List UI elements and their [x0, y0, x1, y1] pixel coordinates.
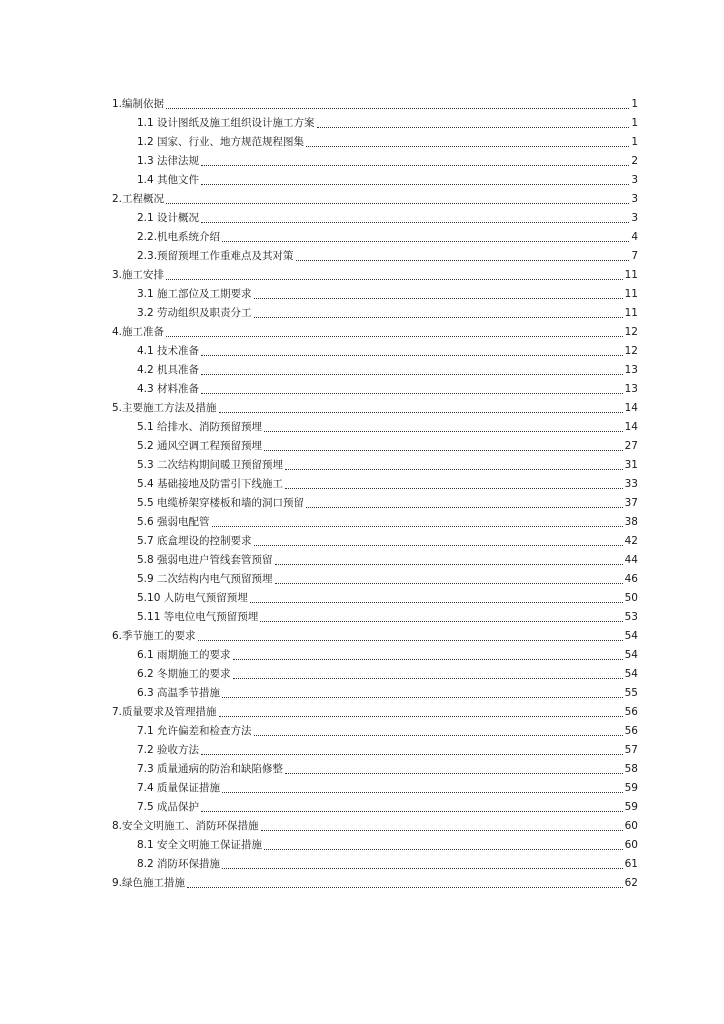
toc-section-entry[interactable] — [112, 532, 638, 551]
toc-dot-leader — [254, 545, 623, 546]
toc-entry-title[interactable]: 3.2 劳动组织及职责分工 — [137, 307, 252, 319]
toc-section-entry[interactable] — [112, 665, 638, 684]
toc-dot-leader — [254, 317, 623, 318]
toc-dot-leader — [219, 412, 623, 413]
toc-section-entry[interactable] — [112, 551, 638, 570]
toc-dot-leader — [166, 279, 623, 280]
toc-entry-title[interactable]: 2.3.预留预埋工作重难点及其对策 — [137, 250, 294, 262]
toc-entry-title[interactable]: 5.11 等电位电气预留预埋 — [137, 611, 259, 623]
toc-entry-title[interactable]: 4.施工准备 — [112, 326, 165, 338]
toc-entry-title[interactable]: 5.1 给排水、消防预留预埋 — [137, 421, 263, 433]
toc-page-number: 1 — [631, 136, 638, 148]
toc-page-number: 53 — [624, 611, 638, 623]
toc-entry-title[interactable]: 4.1 技术准备 — [137, 345, 200, 357]
toc-page-number: 3 — [631, 193, 638, 205]
toc-section-entry[interactable] — [112, 475, 638, 494]
toc-entry-title[interactable]: 5.8 强弱电进户管线套管预留 — [137, 554, 273, 566]
toc-page-number: 11 — [624, 307, 638, 319]
toc-entry-title[interactable]: 1.编制依据 — [112, 98, 165, 110]
toc-section-entry[interactable] — [112, 114, 638, 133]
toc-chapter-entry[interactable] — [112, 190, 638, 209]
toc-entry-title[interactable]: 2.工程概况 — [112, 193, 165, 205]
toc-page-number: 46 — [624, 573, 638, 585]
toc-entry-title[interactable]: 6.季节施工的要求 — [112, 630, 196, 642]
toc-dot-leader — [222, 697, 623, 698]
toc-dot-leader — [285, 469, 623, 470]
toc-dot-leader — [285, 773, 623, 774]
toc-section-entry[interactable] — [112, 342, 638, 361]
toc-dot-leader — [166, 203, 629, 204]
toc-dot-leader — [264, 450, 623, 451]
toc-page-number: 44 — [624, 554, 638, 566]
toc-entry-title[interactable]: 2.1 设计概况 — [137, 212, 200, 224]
toc-dot-leader — [260, 621, 622, 622]
toc-entry-title[interactable]: 5.9 二次结构内电气预留预埋 — [137, 573, 273, 585]
toc-entry-title[interactable]: 5.4 基础接地及防雷引下线施工 — [137, 478, 284, 490]
toc-entry-title[interactable]: 6.2 冬期施工的要求 — [137, 668, 231, 680]
toc-section-entry[interactable] — [112, 589, 638, 608]
toc-entry-title[interactable]: 5.7 底盒埋设的控制要求 — [137, 535, 252, 547]
toc-page-number: 11 — [624, 288, 638, 300]
toc-dot-leader — [201, 393, 623, 394]
toc-page-number: 13 — [624, 364, 638, 376]
toc-entry-title[interactable]: 8.2 消防环保措施 — [137, 858, 221, 870]
toc-page-number: 57 — [624, 744, 638, 756]
toc-dot-leader — [166, 336, 623, 337]
toc-section-entry[interactable] — [112, 209, 638, 228]
toc-section-entry[interactable] — [112, 855, 638, 874]
toc-chapter-entry[interactable] — [112, 874, 638, 893]
toc-page-number: 7 — [631, 250, 638, 262]
toc-page-number: 38 — [624, 516, 638, 528]
toc-dot-leader — [201, 374, 623, 375]
toc-page-number: 27 — [624, 440, 638, 452]
toc-section-entry[interactable] — [112, 513, 638, 532]
toc-section-entry[interactable] — [112, 456, 638, 475]
toc-page-number: 56 — [624, 706, 638, 718]
toc-section-entry[interactable] — [112, 133, 638, 152]
toc-page-number: 11 — [624, 269, 638, 281]
toc-section-entry[interactable] — [112, 722, 638, 741]
toc-page-number: 3 — [631, 212, 638, 224]
toc-page-number: 37 — [624, 497, 638, 509]
toc-entry-title[interactable]: 8.1 安全文明施工保证措施 — [137, 839, 263, 851]
toc-entry-title[interactable]: 5.6 强弱电配管 — [137, 516, 210, 528]
toc-dot-leader — [254, 298, 623, 299]
toc-page-number: 54 — [624, 649, 638, 661]
toc-section-entry[interactable] — [112, 684, 638, 703]
toc-dot-leader — [201, 754, 623, 755]
toc-section-entry[interactable] — [112, 798, 638, 817]
toc-page-number: 58 — [624, 763, 638, 775]
toc-page-number: 59 — [624, 801, 638, 813]
toc-entry-title[interactable]: 5.5 电缆桥架穿楼板和墙的洞口预留 — [137, 497, 305, 509]
toc-section-entry[interactable] — [112, 418, 638, 437]
toc-entry-title[interactable]: 5.主要施工方法及措施 — [112, 402, 217, 414]
toc-entry-title[interactable]: 7.1 允许偏差和检查方法 — [137, 725, 252, 737]
toc-entry-title[interactable]: 3.1 施工部位及工期要求 — [137, 288, 252, 300]
toc-dot-leader — [201, 355, 623, 356]
toc-chapter-entry[interactable] — [112, 703, 638, 722]
toc-entry-title[interactable]: 1.2 国家、行业、地方规范规程图集 — [137, 136, 305, 148]
toc-page-number: 13 — [624, 383, 638, 395]
toc-section-entry[interactable] — [112, 760, 638, 779]
toc-section-entry[interactable] — [112, 570, 638, 589]
toc-section-entry[interactable] — [112, 380, 638, 399]
toc-page-number: 60 — [624, 839, 638, 851]
toc-dot-leader — [212, 526, 623, 527]
toc-dot-leader — [222, 241, 629, 242]
toc-dot-leader — [261, 830, 623, 831]
toc-section-entry[interactable] — [112, 779, 638, 798]
toc-page-number: 2 — [631, 155, 638, 167]
toc-dot-leader — [306, 507, 623, 508]
toc-section-entry[interactable] — [112, 836, 638, 855]
toc-page-number: 61 — [624, 858, 638, 870]
toc-page-number: 4 — [631, 231, 638, 243]
toc-entry-title[interactable]: 4.2 机具准备 — [137, 364, 200, 376]
toc-section-entry[interactable] — [112, 152, 638, 171]
toc-dot-leader — [222, 792, 623, 793]
toc-entry-title[interactable]: 4.3 材料准备 — [137, 383, 200, 395]
toc-section-entry[interactable] — [112, 228, 638, 247]
toc-page-number: 1 — [631, 117, 638, 129]
toc-page-number: 12 — [624, 345, 638, 357]
toc-entry-title[interactable]: 7.4 质量保证措施 — [137, 782, 221, 794]
toc-section-entry[interactable] — [112, 285, 638, 304]
toc-dot-leader — [250, 602, 623, 603]
toc-dot-leader — [264, 849, 623, 850]
toc-dot-leader — [264, 431, 623, 432]
toc-dot-leader — [201, 165, 629, 166]
toc-section-entry[interactable] — [112, 304, 638, 323]
toc-dot-leader — [219, 716, 623, 717]
toc-chapter-entry[interactable] — [112, 95, 638, 114]
toc-chapter-entry[interactable] — [112, 323, 638, 342]
toc-page-number: 60 — [624, 820, 638, 832]
toc-entry-title[interactable]: 5.10 人防电气预留预埋 — [137, 592, 248, 604]
toc-dot-leader — [201, 811, 623, 812]
toc-page-number: 33 — [624, 478, 638, 490]
toc-chapter-entry[interactable] — [112, 266, 638, 285]
toc-page-number: 3 — [631, 174, 638, 186]
toc-dot-leader — [222, 868, 623, 869]
toc-dot-leader — [233, 659, 623, 660]
toc-chapter-entry[interactable] — [112, 817, 638, 836]
toc-dot-leader — [233, 678, 623, 679]
toc-dot-leader — [275, 564, 623, 565]
table-of-contents — [112, 95, 638, 893]
toc-entry-title[interactable]: 9.绿色施工措施 — [112, 877, 186, 889]
toc-entry-title[interactable]: 6.1 雨期施工的要求 — [137, 649, 231, 661]
toc-dot-leader — [285, 488, 623, 489]
toc-page-number: 42 — [624, 535, 638, 547]
toc-dot-leader — [296, 260, 630, 261]
toc-chapter-entry[interactable] — [112, 399, 638, 418]
toc-page-number: 54 — [624, 630, 638, 642]
toc-entry-title[interactable]: 6.3 高温季节措施 — [137, 687, 221, 699]
toc-entry-title[interactable]: 5.2 通风空调工程预留预埋 — [137, 440, 263, 452]
toc-section-entry[interactable] — [112, 646, 638, 665]
toc-entry-title[interactable]: 1.4 其他文件 — [137, 174, 200, 186]
toc-entry-title[interactable]: 7.3 质量通病的防治和缺陷修整 — [137, 763, 284, 775]
toc-section-entry[interactable] — [112, 494, 638, 513]
toc-section-entry[interactable] — [112, 437, 638, 456]
toc-entry-title[interactable]: 8.安全文明施工、消防环保措施 — [112, 820, 259, 832]
toc-entry-title[interactable]: 1.1 设计图纸及施工组织设计施工方案 — [137, 117, 315, 129]
toc-dot-leader — [201, 222, 629, 223]
toc-entry-title[interactable]: 5.3 二次结构期间暖卫预留预埋 — [137, 459, 284, 471]
toc-page-number: 55 — [624, 687, 638, 699]
toc-dot-leader — [317, 127, 630, 128]
toc-page-number: 14 — [624, 421, 638, 433]
toc-dot-leader — [198, 640, 623, 641]
toc-page-number: 54 — [624, 668, 638, 680]
toc-page-number: 62 — [624, 877, 638, 889]
toc-dot-leader — [187, 887, 623, 888]
toc-section-entry[interactable] — [112, 741, 638, 760]
toc-dot-leader — [166, 108, 629, 109]
toc-page-number: 31 — [624, 459, 638, 471]
toc-entry-title[interactable]: 7.2 验收方法 — [137, 744, 200, 756]
toc-section-entry[interactable] — [112, 608, 638, 627]
toc-entry-title[interactable]: 7.5 成品保护 — [137, 801, 200, 813]
toc-section-entry[interactable] — [112, 361, 638, 380]
toc-dot-leader — [275, 583, 623, 584]
toc-entry-title[interactable]: 2.2.机电系统介绍 — [137, 231, 221, 243]
toc-page-number: 59 — [624, 782, 638, 794]
toc-section-entry[interactable] — [112, 247, 638, 266]
toc-page-number: 50 — [624, 592, 638, 604]
toc-dot-leader — [254, 735, 623, 736]
toc-entry-title[interactable]: 3.施工安排 — [112, 269, 165, 281]
toc-dot-leader — [201, 184, 629, 185]
toc-page-number: 14 — [624, 402, 638, 414]
toc-page-number: 12 — [624, 326, 638, 338]
toc-section-entry[interactable] — [112, 171, 638, 190]
toc-chapter-entry[interactable] — [112, 627, 638, 646]
toc-page-number: 56 — [624, 725, 638, 737]
toc-page-number: 1 — [631, 98, 638, 110]
toc-entry-title[interactable]: 7.质量要求及管理措施 — [112, 706, 217, 718]
toc-entry-title[interactable]: 1.3 法律法规 — [137, 155, 200, 167]
toc-dot-leader — [306, 146, 629, 147]
